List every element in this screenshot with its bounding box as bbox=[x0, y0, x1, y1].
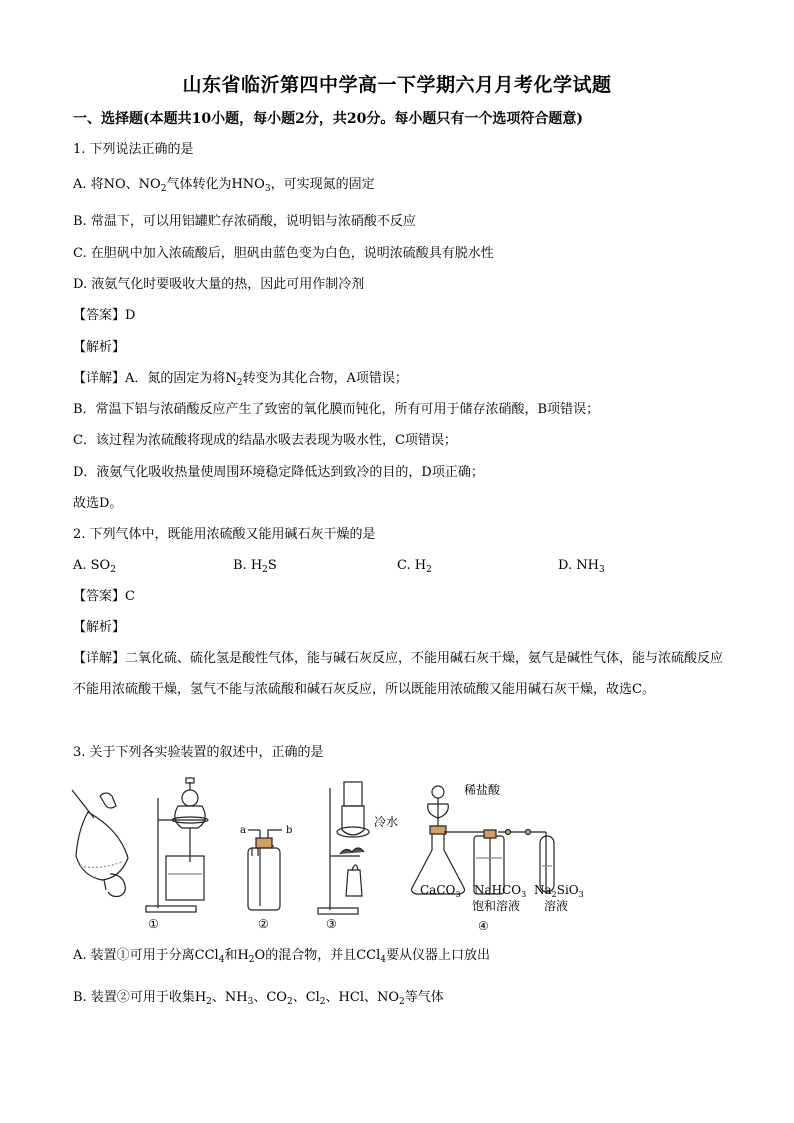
q1-answer: 【答案】D bbox=[73, 308, 136, 323]
figure-label-1: ① bbox=[148, 917, 159, 931]
dilute-hcl-label: 稀盐酸 bbox=[464, 783, 501, 797]
q1-option-a: A. 将NO、$NO_2$气体转化为$HNO_3$，可实现氮的固定 bbox=[73, 177, 375, 194]
hand-held-separatory-funnel-icon bbox=[72, 790, 128, 897]
solution-label: 溶液 bbox=[544, 899, 569, 913]
port-a: a bbox=[240, 825, 246, 836]
q3-option-a: A. 装置①可用于分离CCl$_4$和$H_2O$的混合物，并且CCl$_4$要从仪器上口放出 bbox=[73, 948, 490, 965]
q1-stem: 1. 下列说法正确的是 bbox=[73, 142, 194, 157]
nahco3-label: NaHCO$_3$ bbox=[474, 883, 527, 899]
apparatus-figure bbox=[60, 770, 600, 935]
q1-option-c: C. 在胆矾中加入浓硫酸后，胆矾由蓝色变为白色，说明浓硫酸具有脱水性 bbox=[73, 246, 494, 261]
q1-detail-a: 【详解】A．氮的固定为将$N_2$转变为其化合物，A项错误； bbox=[73, 371, 408, 388]
carbonic-vs-silicic-acid-apparatus-icon bbox=[412, 786, 555, 894]
q1-analysis-label: 【解析】 bbox=[73, 340, 126, 355]
port-b: b bbox=[286, 825, 293, 836]
page-title: 山东省临沂第四中学高一下学期六月月考化学试题 bbox=[182, 74, 612, 96]
q2-option-d: D. $NH_3$ bbox=[558, 558, 605, 575]
q3-stem: 3. 关于下列各实验装置的叙述中，正确的是 bbox=[73, 745, 324, 760]
sublimation-apparatus-icon bbox=[318, 782, 369, 914]
q2-detail: 【详解】二氧化硫、硫化氢是酸性气体，能与碱石灰反应，不能用碱石灰干燥，氨气是碱性气体，能与浓硫酸反应不能用浓硫酸干燥，氢气不能与浓硫酸和碱石灰反应，所以既能用浓硫酸又能用碱石灰干燥，故选C。 bbox=[73, 651, 724, 697]
saturated-solution-label: 饱和溶液 bbox=[472, 899, 521, 913]
q1-option-d: D. 液氨气化时要吸收大量的热，因此可用作制冷剂 bbox=[73, 277, 365, 292]
q1-conclusion: 故选D。 bbox=[73, 496, 123, 511]
q1-detail-d: D．液氨气化吸收热量使周围环境稳定降低达到致冷的目的，D项正确； bbox=[73, 465, 484, 480]
gas-collection-bottle-icon bbox=[248, 830, 282, 910]
separatory-funnel-stand-icon bbox=[146, 778, 208, 912]
section-heading: 一、选择题(本题共10小题，每小题2分，共20分。每小题只有一个选项符合题意) bbox=[73, 111, 583, 127]
cold-water-label: 冷水 bbox=[374, 815, 399, 829]
q3-option-b: B. 装置②可用于收集$H_2$、$NH_3$、$CO_2$、$Cl_2$、HCl、$NO_2$等气体 bbox=[73, 990, 444, 1007]
q1-detail-c: C．该过程为浓硫酸将现成的结晶水吸去表现为吸水性，C项错误； bbox=[73, 433, 457, 448]
q2-answer: 【答案】C bbox=[73, 589, 135, 604]
q2-analysis-label: 【解析】 bbox=[73, 620, 126, 635]
q2-option-a: A. $SO_2$ bbox=[73, 558, 116, 575]
q2-stem: 2. 下列气体中，既能用浓硫酸又能用碱石灰干燥的是 bbox=[73, 527, 376, 542]
na2sio3-label: $Na_2SiO_3$ bbox=[534, 883, 584, 899]
figure-label-4: ④ bbox=[478, 919, 489, 933]
figure-label-3: ③ bbox=[326, 917, 337, 931]
figure-label-2: ② bbox=[258, 917, 269, 931]
caco3-label: CaCO$_3$ bbox=[420, 883, 461, 899]
q1-option-b: B. 常温下，可以用铝罐贮存浓硝酸，说明铝与浓硝酸不反应 bbox=[73, 214, 416, 229]
q1-detail-b: B．常温下铝与浓硝酸反应产生了致密的氧化膜而钝化，所有可用于储存浓硝酸，B项错误； bbox=[73, 402, 600, 417]
q2-option-c: C. $H_2$ bbox=[397, 558, 432, 575]
q2-option-b: B. $H_2S$ bbox=[233, 558, 277, 575]
